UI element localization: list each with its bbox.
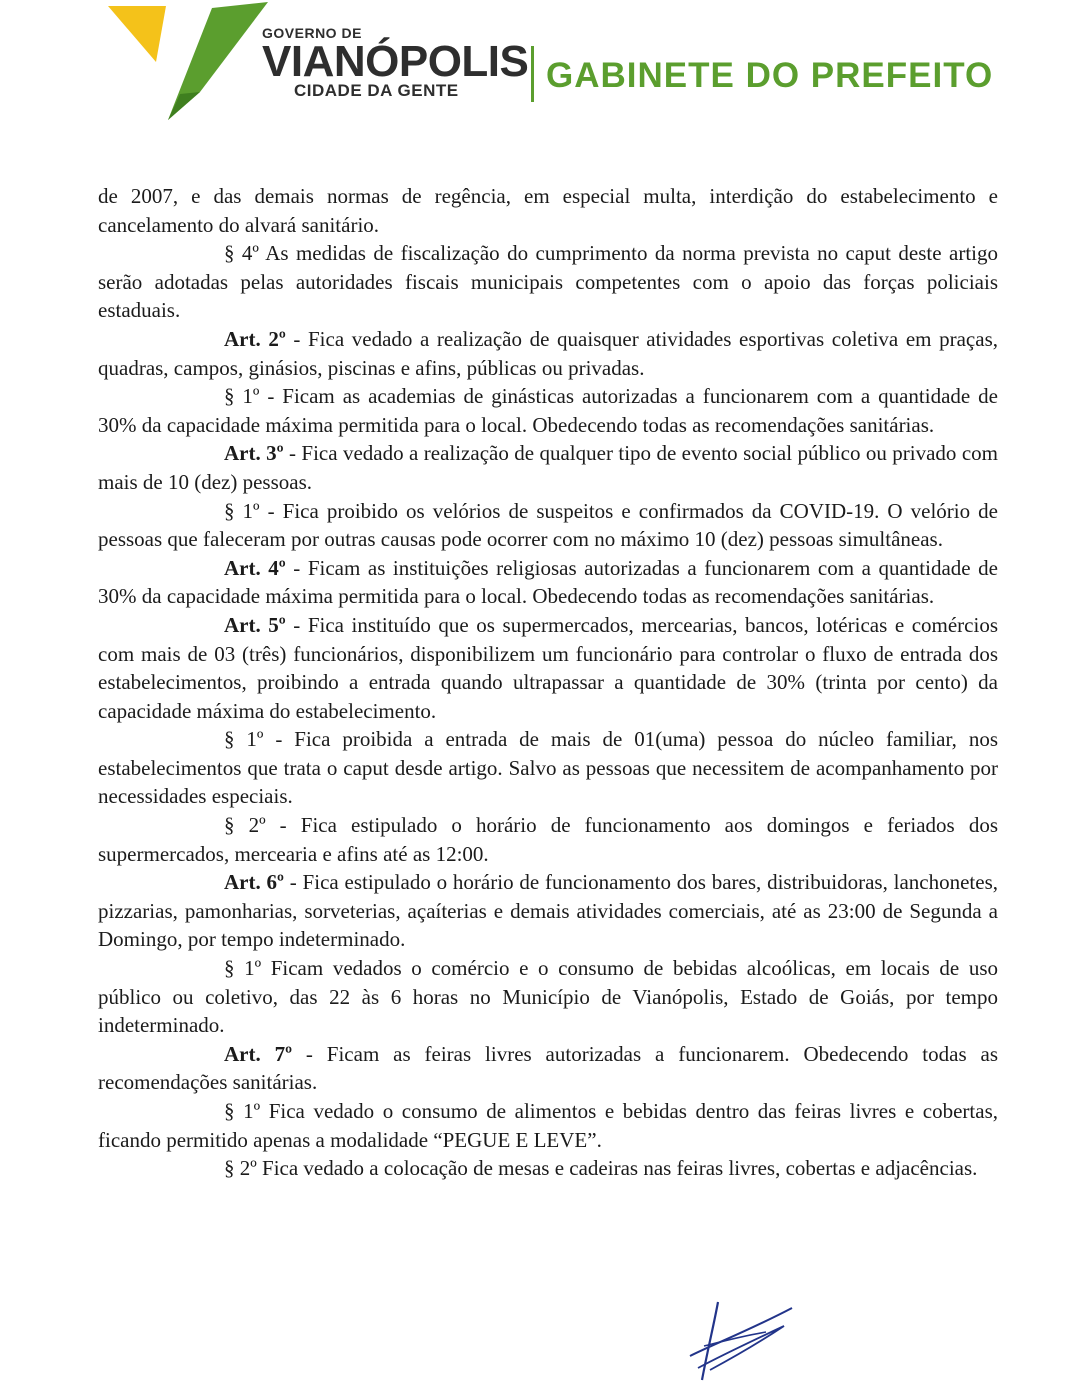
article-label: Art. 7º	[224, 1041, 293, 1066]
article-text: - Fica vedado a realização de qualquer tipo de evento social público ou privado com mais de 10 (dez) pessoas.	[98, 441, 998, 494]
article-2	[98, 325, 998, 382]
paragraph: § 1º - Ficam as academias de ginásticas autorizadas a funcionarem com a quantidade de 30% da capacidade máxima permitida para o local. Obedecendo todas as recomendações sanitárias.	[98, 384, 998, 437]
article-7	[98, 1040, 998, 1097]
office-title: GABINETE DO PREFEITO	[546, 56, 994, 95]
paragraph: § 2º - Fica estipulado o horário de funcionamento aos domingos e feriados dos supermercados, mercearia e afins até as 12:00.	[98, 813, 998, 866]
article-label: Art. 3º	[224, 441, 284, 466]
paragraph: § 1º - Fica proibida a entrada de mais de 01(uma) pessoa do núcleo familiar, nos estabelecimentos que trata o caput desde artigo. Salvo as pessoas que necessitem de acompanhamento por necessidades especiais.	[98, 727, 998, 809]
article-label: Art. 6º	[224, 870, 284, 895]
letterhead	[0, 0, 1080, 130]
paragraph: de 2007, e das demais normas de regência, em especial multa, interdição do estabelecimento e cancelamento do alvará sanitário.	[98, 184, 998, 237]
paragraph: § 1º Fica vedado o consumo de alimentos e bebidas dentro das feiras livres e cobertas, ficando permitido apenas a modalidade “PEGUE E LEVE”.	[98, 1099, 998, 1152]
brand-tagline: CIDADE DA GENTE	[294, 81, 459, 100]
handwritten-signature-icon	[680, 1296, 800, 1384]
article-text: - Fica instituído que os supermercados, mercearias, bancos, lotéricas e comércios com mais de 03 (três) funcionários, disponibilizem um funcionário para controlar o fluxo de entrada dos estabelecimentos, proibindo a entrada quando ultrapassar a quantidade de 30% (trinta por cento) da capacidade máxima do estabelecimento.	[98, 612, 998, 723]
article-text: - Ficam as feiras livres autorizadas a funcionarem. Obedecendo todas as recomendações sanitárias.	[98, 1041, 998, 1095]
header-divider	[531, 46, 534, 102]
paragraph: § 2º Fica vedado a colocação de mesas e cadeiras nas feiras livres, cobertas e adjacências.	[224, 1156, 978, 1181]
article-label: Art. 2º	[224, 326, 286, 351]
article-label: Art. 5º	[224, 612, 286, 637]
article-6	[98, 868, 998, 954]
article-5	[98, 611, 998, 725]
brand-wordmark	[262, 26, 528, 100]
article-4	[98, 554, 998, 611]
paragraph: § 1º Ficam vedados o comércio e o consumo de bebidas alcoólicas, em locais de uso público ou coletivo, das 22 às 6 horas no Município de Vianópolis, Estado de Goiás, por tempo indeterminado.	[98, 956, 998, 1038]
vianopolis-logo-icon	[108, 2, 278, 120]
article-3	[98, 439, 998, 496]
article-text: - Fica estipulado o horário de funcionamento dos bares, distribuidoras, lanchonetes, pizzarias, pamonharias, sorveterias, açaíterias e demais atividades comerciais, até as 23:00 de Segunda a Domingo, por tempo indeterminado.	[98, 870, 998, 952]
article-text: - Fica vedado a realização de quaisquer atividades esportivas coletiva em praças, quadras, campos, ginásios, piscinas e afins, públicas ou privadas.	[98, 326, 998, 380]
paragraph: § 4º As medidas de fiscalização do cumprimento da norma prevista no caput deste artigo serão adotadas pelas autoridades fiscais municipais competentes com o apoio das forças policiais estaduais.	[98, 241, 998, 323]
document-body	[98, 182, 998, 1183]
article-text: - Ficam as instituições religiosas autorizadas a funcionarem com a quantidade de 30% da capacidade máxima permitida para o local. Obedecendo todas as recomendações sanitárias.	[98, 555, 998, 609]
article-label: Art. 4º	[224, 555, 286, 580]
brand-city-name: VIANÓPOLIS	[262, 37, 529, 86]
paragraph: § 1º - Fica proibido os velórios de suspeitos e confirmados da COVID-19. O velório de pessoas que faleceram por outras causas pode ocorrer com no máximo 10 (dez) pessoas simultâneas.	[98, 498, 998, 552]
brand-government-label: GOVERNO DE	[262, 25, 362, 41]
